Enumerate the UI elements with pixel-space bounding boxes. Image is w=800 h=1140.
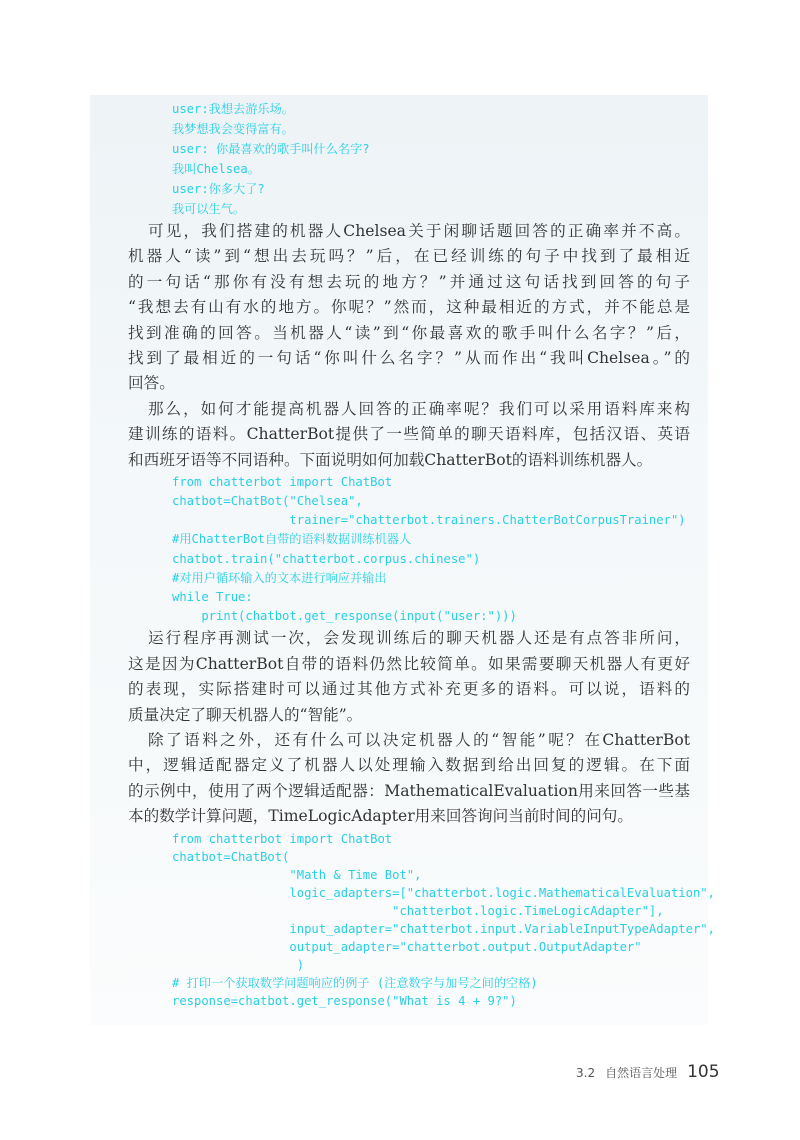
paragraph-line: 运行程序再测试一次，会发现训练后的聊天机器人还是有点答非所问， [148, 629, 690, 648]
paragraph-line: 除了语料之外，还有什么可以决定机器人的“智能”呢？在ChatterBot [148, 730, 690, 749]
code-line: response=chatbot.get_response("What is 4 + 9?") [172, 993, 517, 1008]
code-line: while True: [172, 590, 253, 605]
code-line: # 打印一个获取数学问题响应的例子 (注意数字与加号之间的空格) [172, 975, 538, 990]
code-line: from chatterbot import ChatBot [172, 831, 393, 846]
code-line: 我叫Chelsea。 [172, 162, 260, 176]
paragraph-line: 这是因为ChatterBot自带的语料仍然比较简单。如果需要聊天机器人有更好 [128, 654, 690, 673]
paragraph-corpus [128, 397, 708, 473]
code-line: "Math & Time Bot", [172, 867, 422, 882]
code-line: ) [172, 957, 305, 972]
paragraph-line: 的表现，实际搭建时可以通过其他方式补充更多的语料。可以说，语料的 [128, 680, 690, 699]
code-line: logic_adapters=["chatterbot.logic.MathematicalEvaluation", [172, 885, 715, 900]
chat-log-output [172, 99, 708, 219]
code-line: trainer="chatterbot.trainers.ChatterBotCorpusTrainer") [172, 513, 686, 528]
code-line: user: 你最喜欢的歌手叫什么名字? [172, 142, 370, 156]
code-line: from chatterbot import ChatBot [172, 474, 393, 489]
code-line: chatbot.train("chatterbot.corpus.chinese") [172, 551, 481, 566]
code-line: 我梦想我会变得富有。 [172, 122, 294, 136]
code-line: print(chatbot.get_response(input("user:"))) [172, 609, 517, 624]
code-line: chatbot=ChatBot( [172, 849, 290, 864]
paragraph-line: 找到准确的回答。当机器人“读”到“你最喜欢的歌手叫什么名字？”后， [128, 323, 690, 342]
paragraph-line: 建训练的语料。ChatterBot提供了一些简单的聊天语料库，包括汉语、英语 [128, 425, 690, 444]
paragraph-logic-adapters [128, 728, 708, 830]
code-line: #对用户循环输入的文本进行响应并输出 [172, 570, 387, 585]
code-line: output_adapter="chatterbot.output.OutputAdapter" [172, 939, 642, 954]
paragraph-line: 的示例中，使用了两个逻辑适配器：MathematicalEvaluation用来回答一些基 [128, 781, 690, 800]
paragraph-line: 找到了最相近的一句话“你叫什么名字？”从而作出“我叫Chelsea。”的 [128, 348, 690, 367]
page-number: 105 [687, 1062, 720, 1082]
paragraph-line: 机器人“读”到“想出去玩吗？”后，在已经训练的句子中找到了最相近 [128, 247, 690, 266]
paragraph-line: 可见，我们搭建的机器人Chelsea关于闲聊话题回答的正确率并不高。 [148, 222, 690, 240]
paragraph-line: 那么，如何才能提高机器人回答的正确率呢？我们可以采用语料库来构 [148, 399, 690, 418]
section-number: 3.2 [576, 1066, 596, 1080]
paragraph-accuracy [128, 219, 708, 397]
code-line: input_adapter="chatterbot.input.VariableInputTypeAdapter", [172, 921, 715, 936]
section-title: 自然语言处理 [605, 1066, 678, 1080]
code-train-corpus [172, 473, 708, 627]
code-line: 我可以生气。 [172, 202, 246, 216]
code-line: #用ChatterBot自带的语料数据训练机器人 [172, 532, 412, 547]
paragraph-line: 本的数学计算问题，TimeLogicAdapter用来回答询问当前时间的问句。 [128, 807, 633, 826]
paragraph-line: 质量决定了聊天机器人的“智能”。 [128, 705, 363, 724]
page-body [128, 99, 715, 1010]
paragraph-line: 回答。 [128, 374, 175, 393]
paragraph-test-again [128, 626, 708, 728]
code-line: chatbot=ChatBot("Chelsea", [172, 494, 363, 509]
code-logic-adapters [172, 830, 715, 1010]
paragraph-line: 和西班牙语等不同语种。下面说明如何加载ChatterBot的语料训练机器人。 [128, 450, 653, 469]
paragraph-line: 中，逻辑适配器定义了机器人以处理输入数据到给出回复的逻辑。在下面 [128, 756, 690, 775]
code-line: user:你多大了? [172, 182, 265, 196]
page-footer [576, 1062, 720, 1082]
code-line: user:我想去游乐场。 [172, 102, 294, 116]
paragraph-line: 的一句话“那你有没有想去玩的地方？”并通过这句话找到回答的句子 [128, 272, 690, 291]
code-line: "chatterbot.logic.TimeLogicAdapter"], [172, 903, 664, 918]
paragraph-line: “我想去有山有水的地方。你呢？”然而，这种最相近的方式，并不能总是 [128, 298, 690, 317]
